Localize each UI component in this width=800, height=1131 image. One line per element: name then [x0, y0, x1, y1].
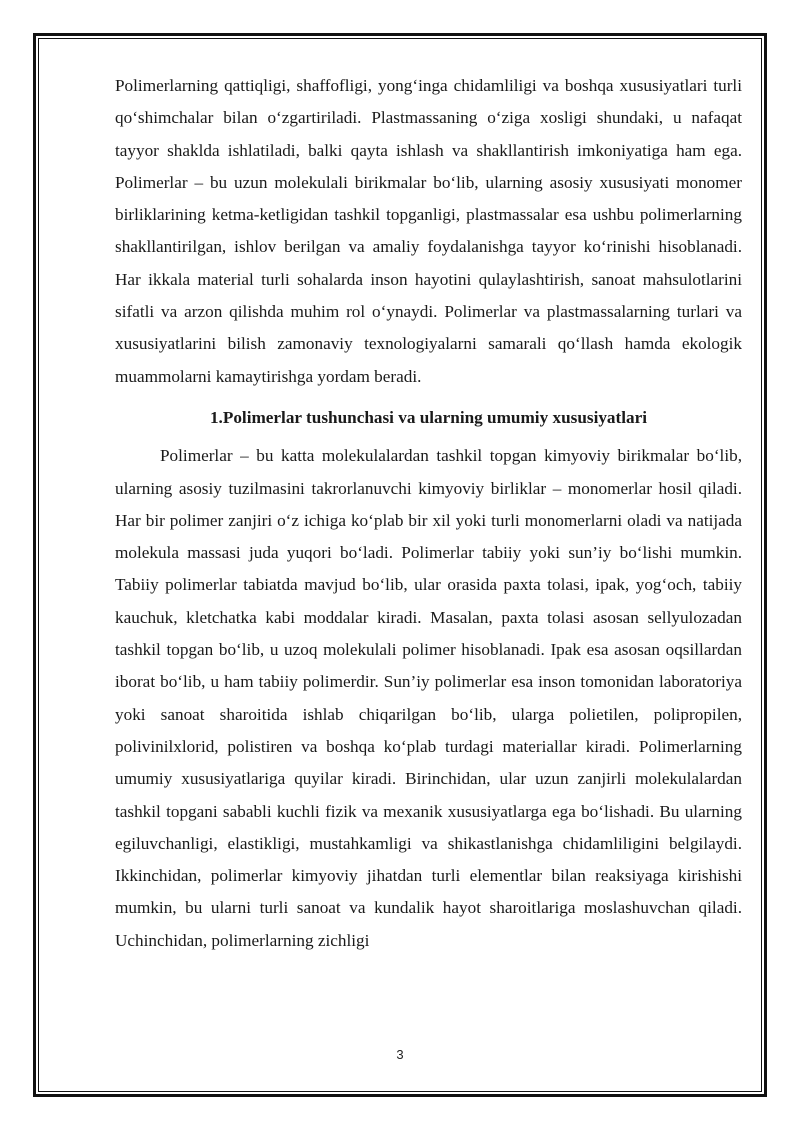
page-number: 3 [396, 1047, 404, 1062]
section-heading: 1.Polimerlar tushunchasi va ularning umumiy xususiyatlari [209, 407, 648, 427]
document-body [115, 70, 742, 957]
intro-paragraph: Polimerlarning qattiqligi, shaffofligi, yong‘inga chidamliligi va boshqa xususiyatlari turli qo‘shimchalar bilan o‘zgartiriladi. Plastmassaning o‘ziga xosligi shundaki, u nafaqat tayyor shaklda ishlatiladi, balki qayta ishlash va shakllantirish imkoniyatiga ham ega. Polimerlar – bu uzun molekulali birikmalar bo‘lib, ularning asosiy xususiyati monomer birliklarining ketma-ketligidan tashkil topganligi, plastmassalar esa ushbu polimerlarning shakllantirilgan, ishlov berilgan va amaliy foydalanishga tayyor ko‘rinishi hisoblanadi. Har ikkala material turli sohalarda inson hayotini qulaylashtirish, sanoat mahsulotlarini sifatli va arzon qilishda muhim rol o‘ynaydi. Polimerlar va plastmassalarning turlari va xususiyatlarini bilish zamonaviy texnologiyalarni samarali qo‘llash hamda ekologik muammolarni kamaytirishga yordam beradi. [115, 76, 742, 386]
body-paragraph: Polimerlar – bu katta molekulalardan tashkil topgan kimyoviy birikmalar bo‘lib, ularning asosiy tuzilmasini takrorlanuvchi kimyoviy birliklar – monomerlar hosil qiladi. Har bir polimer zanjiri o‘z ichiga ko‘plab bir xil yoki turli monomerlarni oladi va natijada molekula massasi juda yuqori bo‘ladi. Polimerlar tabiiy yoki sun’iy bo‘lishi mumkin. Tabiiy polimerlar tabiatda mavjud bo‘lib, ular orasida paxta tolasi, ipak, yog‘och, tabiiy kauchuk, kletchatka kabi moddalar kiradi. Masalan, paxta tolasi asosan sellyulozadan tashkil topgan bo‘lib, u uzoq molekulali polimer hisoblanadi. Ipak esa asosan oqsillardan iborat bo‘lib, u ham tabiiy polimerdir. Sun’iy polimerlar esa inson tomonidan laboratoriya yoki sanoat sharoitida ishlab chiqarilgan bo‘lib, ularga polietilen, polipropilen, polivinilxlorid, polistiren va boshqa ko‘plab turdagi materiallar kiradi. Polimerlarning umumiy xususiyatlariga quyilar kiradi. Birinchidan, ular uzun zanjirli molekulalardan tashkil topgani sababli kuchli fizik va mexanik xususiyatlarga ega bo‘lishadi. Bu ularning egiluvchanligi, elastikligi, mustahkamligi va shikastlanishga chidamliligini belgilaydi. Ikkinchidan, polimerlar kimyoviy jihatdan turli elementlar bilan reaksiyaga kirishishi mumkin, bu ularni turli sanoat va kundalik hayot sharoitlariga moslashuvchan qiladi. Uchinchidan, polimerlarning zichligi [115, 446, 742, 950]
